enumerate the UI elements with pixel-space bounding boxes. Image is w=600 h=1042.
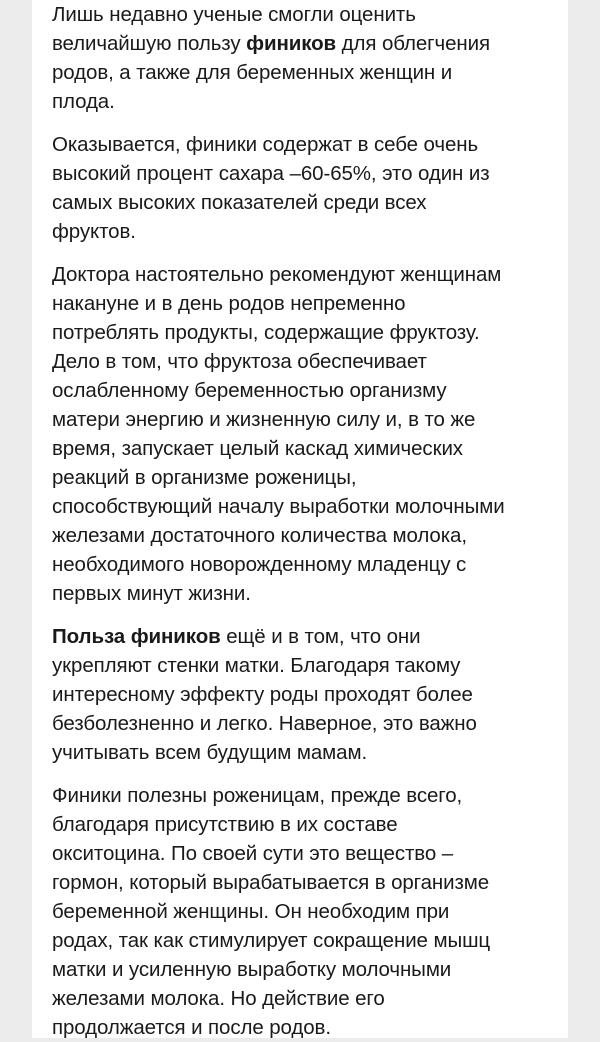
text-line <box>52 984 568 1013</box>
article-paragraph <box>52 130 568 246</box>
text-line <box>52 87 568 116</box>
text-segment: необходимого новорожденному младенцу с <box>52 553 467 576</box>
text-line <box>52 58 568 87</box>
text-segment: безболезненно и легко. Наверное, это важно <box>52 712 477 735</box>
text-line <box>52 318 568 347</box>
text-segment: благодаря присутствию в их составе <box>52 813 398 836</box>
text-segment: величайшую пользу <box>52 32 247 55</box>
text-segment: время, запускает целый каскад химических <box>52 437 463 460</box>
text-segment: матери энергию и жизненную силу и, в то же <box>52 408 476 431</box>
text-segment: гормон, который вырабатывается в организме <box>52 871 490 894</box>
text-line <box>52 709 568 738</box>
text-line <box>52 159 568 188</box>
text-segment: Доктора настоятельно рекомендуют женщинам <box>52 263 502 286</box>
text-segment: Дело в том, что фруктоза обеспечивает <box>52 350 427 373</box>
article-body <box>32 0 568 1038</box>
text-segment: беременной женщины. Он необходим при <box>52 900 450 923</box>
text-segment: Лишь недавно ученые смогли оценить <box>52 3 416 26</box>
text-line <box>52 434 568 463</box>
text-line <box>52 955 568 984</box>
text-segment: способствующий началу выработки молочными <box>52 495 505 518</box>
text-segment: самых высоких показателей среди всех <box>52 191 427 214</box>
text-segment: родов, а также для беременных женщин и <box>52 61 453 84</box>
text-line <box>52 550 568 579</box>
text-line <box>52 926 568 955</box>
text-segment: окситоцина. По своей сути это вещество – <box>52 842 454 865</box>
text-segment: первых минут жизни. <box>52 582 251 605</box>
text-line <box>52 463 568 492</box>
text-line <box>52 260 568 289</box>
text-line <box>52 738 568 767</box>
text-line <box>52 781 568 810</box>
text-line <box>52 492 568 521</box>
bold-keyword: Польза фиников <box>52 625 221 648</box>
text-segment: родах, так как стимулирует сокращение мышц <box>52 929 491 952</box>
text-line <box>52 1013 568 1042</box>
text-line <box>52 868 568 897</box>
text-segment: учитывать всем будущим мамам. <box>52 741 368 764</box>
text-line <box>52 188 568 217</box>
text-segment: интересному эффекту роды проходят более <box>52 683 473 706</box>
text-segment: высокий процент сахара –60-65%, это один из <box>52 162 490 185</box>
text-line <box>52 651 568 680</box>
text-line <box>52 376 568 405</box>
text-line <box>52 217 568 246</box>
text-line <box>52 897 568 926</box>
text-segment: потреблять продукты, содержащие фруктозу. <box>52 321 480 344</box>
article-paragraph <box>52 0 568 116</box>
article-paragraph <box>52 622 568 767</box>
text-line <box>52 521 568 550</box>
article-paragraph <box>52 260 568 608</box>
text-segment: для облегчения <box>336 32 490 55</box>
text-line <box>52 810 568 839</box>
text-segment: плода. <box>52 90 115 113</box>
text-line <box>52 347 568 376</box>
text-segment: Финики полезны роженицам, прежде всего, <box>52 784 463 807</box>
text-segment: накануне и в день родов непременно <box>52 292 406 315</box>
text-line <box>52 0 568 29</box>
text-segment: железами молока. Но действие его <box>52 987 385 1010</box>
text-line <box>52 839 568 868</box>
text-line <box>52 405 568 434</box>
text-line <box>52 622 568 651</box>
text-segment: железами достаточного количества молока, <box>52 524 467 547</box>
text-line <box>52 680 568 709</box>
text-segment: матки и усиленную выработку молочными <box>52 958 452 981</box>
text-line <box>52 29 568 58</box>
text-segment: ослабленному беременностью организму <box>52 379 447 402</box>
article-paragraph <box>52 781 568 1042</box>
text-line <box>52 130 568 159</box>
text-segment: укрепляют стенки матки. Благодаря такому <box>52 654 461 677</box>
text-segment: продолжается и после родов. <box>52 1016 331 1039</box>
text-line <box>52 579 568 608</box>
text-segment: Оказывается, финики содержат в себе очень <box>52 133 479 156</box>
text-segment: фруктов. <box>52 220 136 243</box>
text-segment: ещё и в том, что они <box>220 625 421 648</box>
bold-keyword: фиников <box>246 32 337 55</box>
text-segment: реакций в организме роженицы, <box>52 466 357 489</box>
text-line <box>52 289 568 318</box>
